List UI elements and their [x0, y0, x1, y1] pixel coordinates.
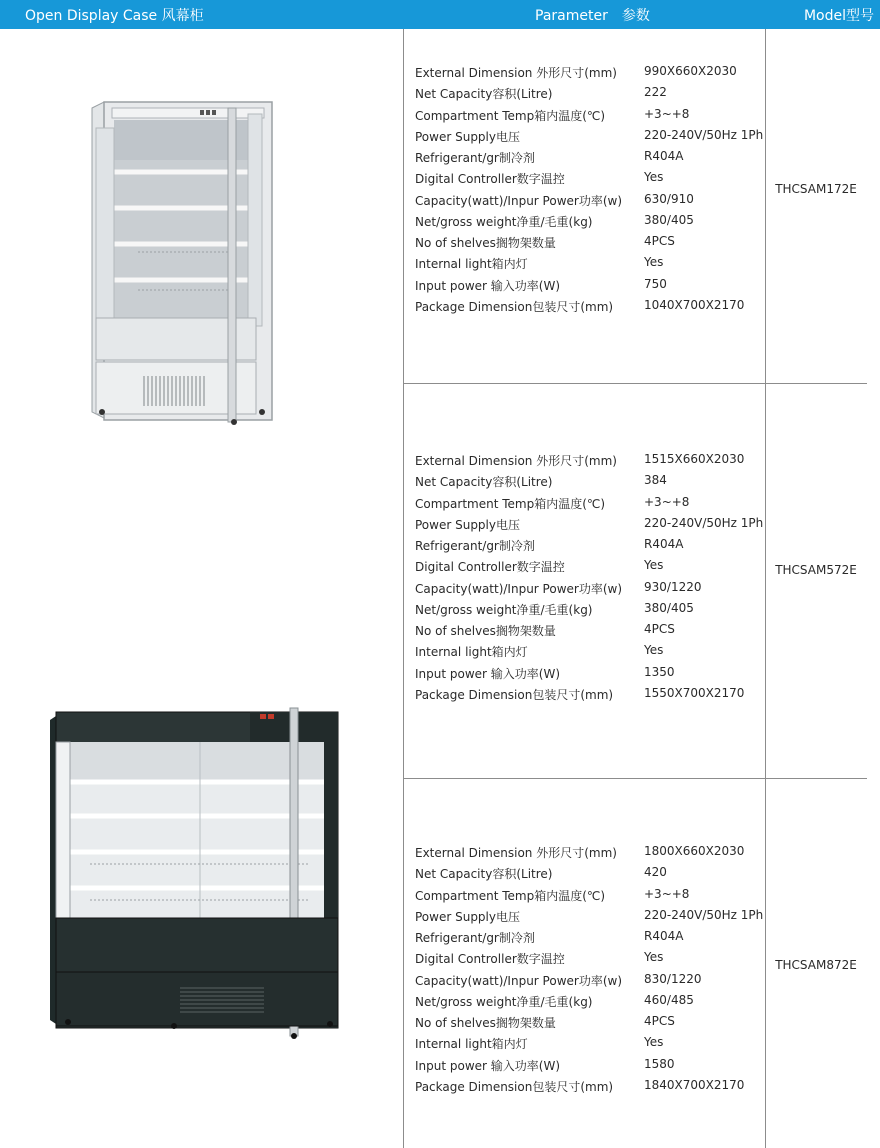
- spec-row: [415, 128, 775, 149]
- spec-row: [415, 1035, 775, 1056]
- spec-value: R404A: [644, 929, 684, 943]
- spec-value: Yes: [644, 643, 664, 658]
- spec-value: R404A: [644, 149, 684, 163]
- spec-row: [415, 1014, 775, 1035]
- spec-label: Compartment Temp箱内温度(℃): [415, 888, 606, 903]
- spec-label: Net Capacity容积(Litre): [415, 475, 553, 490]
- spec-row: [415, 950, 775, 971]
- spec-row: [415, 107, 775, 128]
- spec-row: [415, 622, 775, 643]
- spec-row: [415, 277, 775, 298]
- spec-value: 4PCS: [644, 622, 675, 636]
- spec-label: Input power 输入功率(W): [415, 666, 561, 681]
- spec-value: 930/1220: [644, 579, 702, 594]
- spec-value: 460/485: [644, 992, 694, 1007]
- spec-row: [415, 516, 775, 537]
- spec-row: [415, 558, 775, 579]
- header-bar: [0, 0, 880, 29]
- spec-value: Yes: [644, 170, 664, 185]
- spec-label: External Dimension 外形尺寸(mm): [415, 454, 617, 468]
- parameter-column-header: Parameter 参数: [535, 8, 650, 24]
- spec-row: [415, 64, 775, 85]
- spec-value: 220-240V/50Hz 1Ph: [644, 515, 764, 530]
- spec-row: [415, 1078, 775, 1099]
- spec-row: [415, 601, 775, 622]
- spec-label: No of shelves搁物架数量: [415, 236, 556, 250]
- spec-row: [415, 686, 775, 707]
- spec-value: 220-240V/50Hz 1Ph: [644, 907, 764, 922]
- spec-value: 420: [644, 865, 667, 880]
- spec-label: No of shelves搁物架数量: [415, 624, 556, 638]
- spec-label: External Dimension 外形尺寸(mm): [415, 846, 617, 860]
- spec-label: Refrigerant/gr制冷剂: [415, 931, 535, 945]
- spec-label: Net/gross weight净重/毛重(kg): [415, 994, 593, 1009]
- spec-label: Compartment Temp箱内温度(℃): [415, 108, 606, 123]
- spec-value: 380/405: [644, 600, 694, 615]
- spec-label: Refrigerant/gr制冷剂: [415, 151, 535, 165]
- spec-value: 1040X700X2170: [644, 297, 745, 312]
- spec-value: 750: [644, 276, 667, 291]
- page-title: Open Display Case 风幕柜: [25, 8, 204, 24]
- spec-row: [415, 213, 775, 234]
- spec-value: Yes: [644, 558, 664, 573]
- spec-value: 380/405: [644, 212, 694, 227]
- spec-value: 1350: [644, 664, 675, 679]
- spec-row: [415, 908, 775, 929]
- spec-label: Internal light箱内灯: [415, 1037, 528, 1052]
- spec-value: 990X660X2030: [644, 64, 737, 78]
- spec-label: Input power 输入功率(W): [415, 278, 561, 293]
- spec-value: 1840X700X2170: [644, 1077, 745, 1092]
- spec-row: [415, 665, 775, 686]
- spec-value: +3~+8: [644, 106, 690, 121]
- spec-row: [415, 85, 775, 106]
- spec-label: Package Dimension包装尺寸(mm): [415, 687, 614, 702]
- spec-value: Yes: [644, 1035, 664, 1050]
- spec-value: +3~+8: [644, 494, 690, 509]
- spec-label: Capacity(watt)/Inpur Power功率(w): [415, 581, 623, 596]
- spec-value: R404A: [644, 537, 684, 551]
- spec-row: [415, 298, 775, 319]
- white-display-case-image: [88, 100, 278, 434]
- spec-list-thcsam872e: [415, 844, 775, 1099]
- spec-row: [415, 865, 775, 886]
- spec-label: Net/gross weight净重/毛重(kg): [415, 214, 593, 229]
- spec-label: Internal light箱内灯: [415, 257, 528, 272]
- spec-label: Digital Controller数字温控: [415, 952, 565, 967]
- model-number: THCSAM172E: [775, 182, 857, 196]
- spec-value: 1580: [644, 1056, 675, 1071]
- spec-value: Yes: [644, 950, 664, 965]
- spec-row: [415, 929, 775, 950]
- spec-row: [415, 495, 775, 516]
- spec-value: 1800X660X2030: [644, 844, 745, 858]
- model-number: THCSAM872E: [775, 958, 857, 972]
- spec-label: Net/gross weight净重/毛重(kg): [415, 602, 593, 617]
- spec-row: [415, 255, 775, 276]
- spec-value: 384: [644, 473, 667, 488]
- spec-label: Power Supply电压: [415, 517, 520, 532]
- spec-label: Internal light箱内灯: [415, 645, 528, 660]
- spec-row: [415, 1057, 775, 1078]
- spec-row: [415, 170, 775, 191]
- spec-label: Net Capacity容积(Litre): [415, 87, 553, 102]
- black-display-case-image: [50, 706, 345, 1045]
- spec-row: [415, 452, 775, 473]
- spec-label: Power Supply电压: [415, 909, 520, 924]
- spec-label: Capacity(watt)/Inpur Power功率(w): [415, 973, 623, 988]
- spec-row: [415, 192, 775, 213]
- spec-value: 220-240V/50Hz 1Ph: [644, 127, 764, 142]
- model-number: THCSAM572E: [775, 563, 857, 577]
- spec-row: [415, 234, 775, 255]
- spec-value: 222: [644, 85, 667, 100]
- spec-row: [415, 149, 775, 170]
- spec-list-thcsam572e: [415, 452, 775, 707]
- spec-value: +3~+8: [644, 886, 690, 901]
- spec-label: Capacity(watt)/Inpur Power功率(w): [415, 193, 623, 208]
- spec-label: Power Supply电压: [415, 129, 520, 144]
- spec-label: Digital Controller数字温控: [415, 560, 565, 575]
- spec-row: [415, 993, 775, 1014]
- row-divider: [403, 383, 867, 384]
- spec-label: Package Dimension包装尺寸(mm): [415, 1079, 614, 1094]
- table-divider-left: [403, 29, 404, 1148]
- spec-row: [415, 473, 775, 494]
- spec-value: 630/910: [644, 191, 694, 206]
- spec-value: 830/1220: [644, 971, 702, 986]
- spec-value: 4PCS: [644, 1014, 675, 1028]
- spec-row: [415, 887, 775, 908]
- spec-list-thcsam172e: [415, 64, 775, 319]
- spec-row: [415, 643, 775, 664]
- spec-label: Input power 输入功率(W): [415, 1058, 561, 1073]
- spec-value: 1550X700X2170: [644, 685, 745, 700]
- spec-label: Refrigerant/gr制冷剂: [415, 539, 535, 553]
- model-column-header: Model型号: [803, 8, 874, 24]
- spec-label: Package Dimension包装尺寸(mm): [415, 299, 614, 314]
- spec-label: Net Capacity容积(Litre): [415, 867, 553, 882]
- spec-label: External Dimension 外形尺寸(mm): [415, 66, 617, 80]
- spec-value: Yes: [644, 255, 664, 270]
- spec-label: Digital Controller数字温控: [415, 172, 565, 187]
- row-divider: [403, 778, 867, 779]
- spec-label: Compartment Temp箱内温度(℃): [415, 496, 606, 511]
- spec-row: [415, 844, 775, 865]
- spec-value: 4PCS: [644, 234, 675, 248]
- spec-row: [415, 537, 775, 558]
- spec-row: [415, 580, 775, 601]
- spec-value: 1515X660X2030: [644, 452, 745, 466]
- spec-label: No of shelves搁物架数量: [415, 1016, 556, 1030]
- spec-row: [415, 972, 775, 993]
